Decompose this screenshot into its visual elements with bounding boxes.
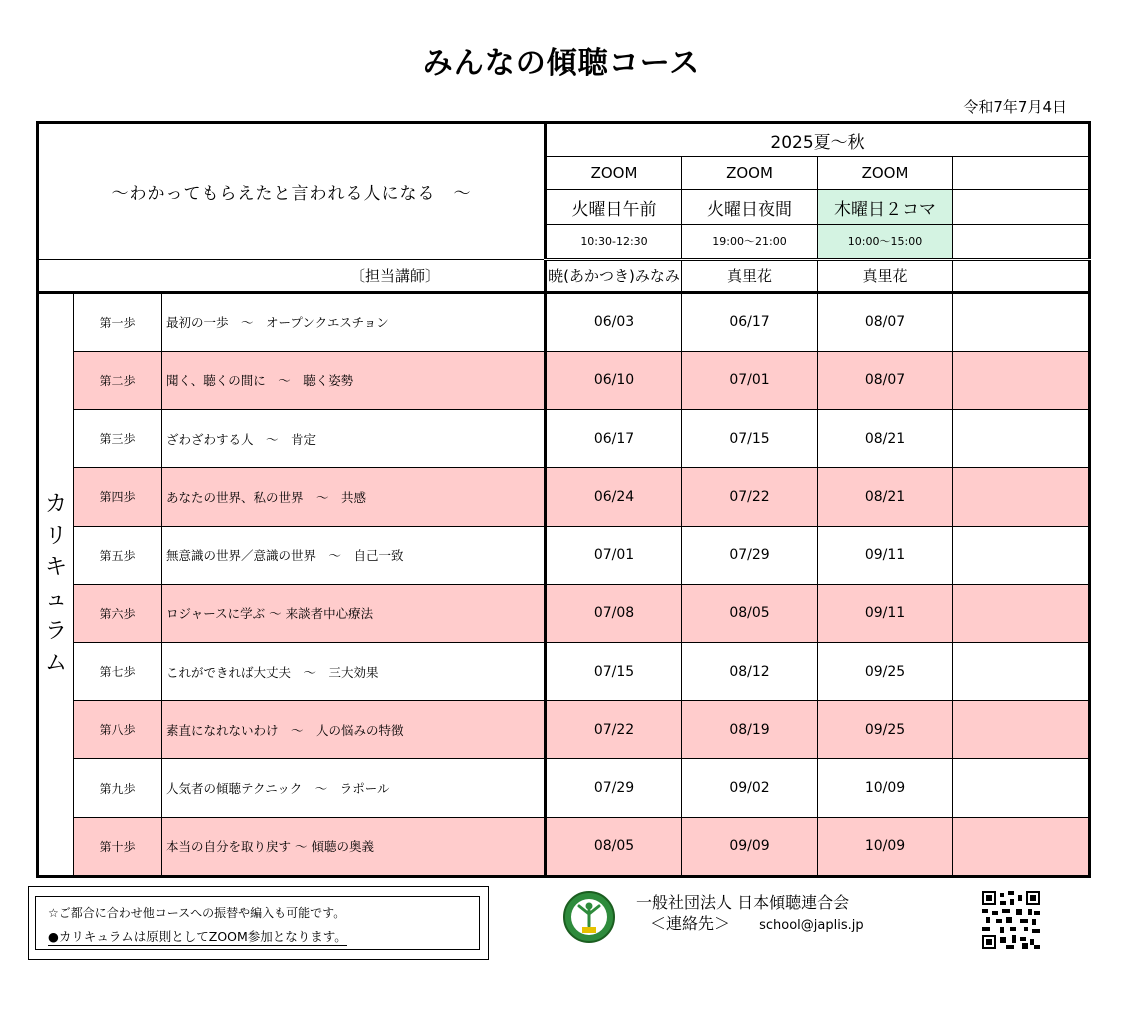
organization-name: 一般社団法人 日本傾聴連合会 bbox=[636, 893, 850, 912]
instructor-cell: 真里花 bbox=[818, 259, 953, 292]
session-date: 08/21 bbox=[818, 468, 953, 526]
session-date: 08/07 bbox=[818, 351, 953, 409]
step-label: 第一歩 bbox=[74, 292, 162, 351]
step-topic: ロジャースに学ぶ ～ 来談者中心療法 bbox=[162, 584, 546, 642]
session-date: 09/25 bbox=[818, 701, 953, 759]
curriculum-row bbox=[38, 701, 1090, 759]
platform-cell: ZOOM bbox=[818, 157, 953, 190]
course-slogan: ～わかってもらえたと言われる人になる ～ bbox=[38, 123, 546, 260]
session-date: 06/17 bbox=[682, 292, 818, 351]
notes-inner-box bbox=[35, 896, 480, 950]
platform-cell: ZOOM bbox=[546, 157, 682, 190]
session-date: 10/09 bbox=[818, 759, 953, 817]
step-topic: 聞く、聴くの間に ～ 聴く姿勢 bbox=[162, 351, 546, 409]
step-label: 第八歩 bbox=[74, 701, 162, 759]
step-topic: これができれば大丈夫 ～ 三大効果 bbox=[162, 642, 546, 700]
instructor-cell: 真里花 bbox=[682, 259, 818, 292]
contact-email[interactable]: school@japlis.jp bbox=[759, 918, 864, 933]
session-date: 07/22 bbox=[682, 468, 818, 526]
session-date: 09/25 bbox=[818, 642, 953, 700]
qr-code-icon[interactable] bbox=[982, 891, 1040, 949]
session-date bbox=[953, 701, 1090, 759]
step-label: 第九歩 bbox=[74, 759, 162, 817]
curriculum-row bbox=[38, 292, 1090, 351]
contact-label: ＜連絡先＞ bbox=[650, 914, 731, 933]
session-day-cell: 火曜日午前 bbox=[546, 190, 682, 225]
session-date: 07/01 bbox=[682, 351, 818, 409]
step-label: 第四歩 bbox=[74, 468, 162, 526]
jlba-logo-icon bbox=[559, 890, 619, 944]
course-schedule-table bbox=[36, 121, 1091, 878]
session-date bbox=[953, 410, 1090, 468]
session-date: 08/05 bbox=[682, 584, 818, 642]
session-time-cell: 19:00～21:00 bbox=[682, 225, 818, 259]
platform-cell: ZOOM bbox=[682, 157, 818, 190]
step-topic: 本当の自分を取り戻す ～ 傾聴の奥義 bbox=[162, 817, 546, 876]
session-date: 06/17 bbox=[546, 410, 682, 468]
session-date bbox=[953, 817, 1090, 876]
session-date: 07/29 bbox=[546, 759, 682, 817]
session-date: 07/22 bbox=[546, 701, 682, 759]
notes-box bbox=[28, 886, 489, 960]
step-topic: 最初の一歩 ～ オープンクエスチョン bbox=[162, 292, 546, 351]
session-day-cell: 火曜日夜間 bbox=[682, 190, 818, 225]
platform-cell bbox=[953, 157, 1090, 190]
session-date bbox=[953, 351, 1090, 409]
instructor-cell bbox=[953, 259, 1090, 292]
session-day-cell-highlighted: 木曜日２コマ bbox=[818, 190, 953, 225]
instructor-cell: 暁(あかつき)みなみ bbox=[546, 259, 682, 292]
contact-line bbox=[650, 911, 864, 934]
session-date: 07/15 bbox=[546, 642, 682, 700]
step-topic: 素直になれないわけ ～ 人の悩みの特徴 bbox=[162, 701, 546, 759]
session-time-cell bbox=[953, 225, 1090, 259]
curriculum-row bbox=[38, 351, 1090, 409]
session-date: 08/05 bbox=[546, 817, 682, 876]
session-time-cell: 10:30-12:30 bbox=[546, 225, 682, 259]
session-date: 06/03 bbox=[546, 292, 682, 351]
curriculum-row bbox=[38, 817, 1090, 876]
session-date bbox=[953, 468, 1090, 526]
step-topic: ざわざわする人 ～ 肯定 bbox=[162, 410, 546, 468]
session-date: 09/11 bbox=[818, 526, 953, 584]
session-date: 07/29 bbox=[682, 526, 818, 584]
session-date: 06/10 bbox=[546, 351, 682, 409]
curriculum-row bbox=[38, 584, 1090, 642]
session-time-cell-highlighted: 10:00～15:00 bbox=[818, 225, 953, 259]
instructor-caption: 〔担当講師〕 bbox=[38, 259, 546, 292]
step-topic: あなたの世界、私の世界 ～ 共感 bbox=[162, 468, 546, 526]
step-label: 第三歩 bbox=[74, 410, 162, 468]
session-date: 08/12 bbox=[682, 642, 818, 700]
session-date: 07/08 bbox=[546, 584, 682, 642]
session-date bbox=[953, 292, 1090, 351]
session-date: 07/01 bbox=[546, 526, 682, 584]
session-date bbox=[953, 759, 1090, 817]
session-date: 08/19 bbox=[682, 701, 818, 759]
session-date: 10/09 bbox=[818, 817, 953, 876]
session-date: 07/15 bbox=[682, 410, 818, 468]
step-label: 第十歩 bbox=[74, 817, 162, 876]
note-transfer: ☆ご都合に合わせ他コースへの振替や編入も可能です。 bbox=[48, 906, 346, 920]
curriculum-row bbox=[38, 526, 1090, 584]
session-date bbox=[953, 642, 1090, 700]
session-date bbox=[953, 584, 1090, 642]
step-topic: 無意識の世界／意識の世界 ～ 自己一致 bbox=[162, 526, 546, 584]
session-date: 06/24 bbox=[546, 468, 682, 526]
issued-date: 令和7年7月4日 bbox=[963, 98, 1067, 116]
curriculum-row bbox=[38, 410, 1090, 468]
step-label: 第五歩 bbox=[74, 526, 162, 584]
page-title: みんなの傾聴コース bbox=[422, 46, 701, 81]
step-topic: 人気者の傾聴テクニック ～ ラポール bbox=[162, 759, 546, 817]
step-label: 第七歩 bbox=[74, 642, 162, 700]
season-header: 2025夏～秋 bbox=[546, 123, 1090, 157]
step-label: 第六歩 bbox=[74, 584, 162, 642]
step-label: 第二歩 bbox=[74, 351, 162, 409]
session-date: 08/21 bbox=[818, 410, 953, 468]
session-date: 09/11 bbox=[818, 584, 953, 642]
note-zoom: ●カリキュラムは原則としてZOOM参加となります。 bbox=[48, 929, 347, 944]
session-date bbox=[953, 526, 1090, 584]
session-date: 09/09 bbox=[682, 817, 818, 876]
curriculum-row bbox=[38, 468, 1090, 526]
curriculum-row bbox=[38, 642, 1090, 700]
session-day-cell bbox=[953, 190, 1090, 225]
session-date: 08/07 bbox=[818, 292, 953, 351]
curriculum-row bbox=[38, 759, 1090, 817]
session-date: 09/02 bbox=[682, 759, 818, 817]
curriculum-side-label: カ リ キ ュ ラ ム bbox=[38, 292, 74, 876]
